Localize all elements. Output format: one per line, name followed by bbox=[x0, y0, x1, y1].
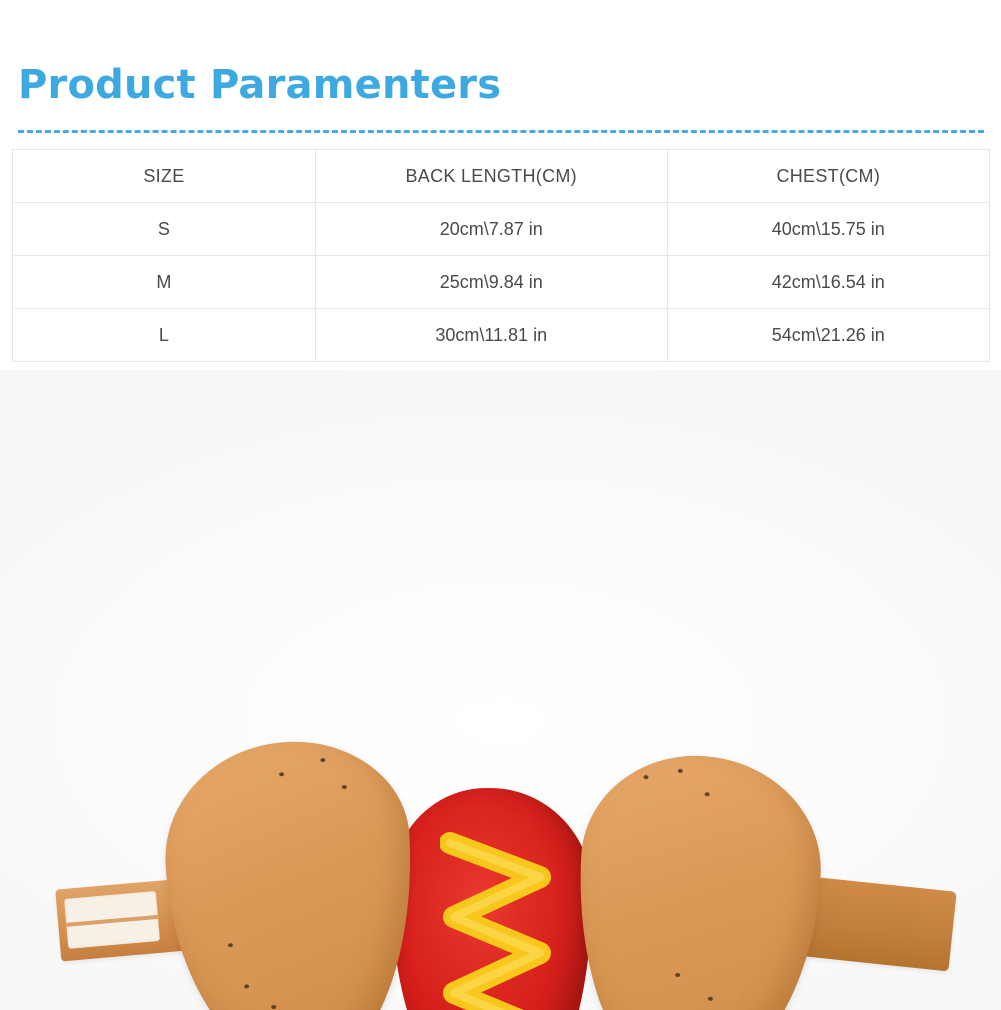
table-row bbox=[13, 309, 990, 362]
size-chart-table bbox=[12, 149, 990, 362]
page-title: Product Paramenters bbox=[18, 62, 502, 108]
mustard-zigzag-icon bbox=[440, 825, 560, 1010]
cell-chest: 54cm\21.26 in bbox=[667, 309, 989, 362]
title-divider bbox=[18, 130, 984, 133]
column-header-chest: CHEST(CM) bbox=[667, 150, 989, 203]
cell-size: L bbox=[13, 309, 316, 362]
cell-chest: 42cm\16.54 in bbox=[667, 256, 989, 309]
table-header-row bbox=[13, 150, 990, 203]
cell-size: S bbox=[13, 203, 316, 256]
cell-size: M bbox=[13, 256, 316, 309]
table-row bbox=[13, 256, 990, 309]
column-header-back-length: BACK LENGTH(CM) bbox=[315, 150, 667, 203]
cell-back-length: 25cm\9.84 in bbox=[315, 256, 667, 309]
cell-chest: 40cm\15.75 in bbox=[667, 203, 989, 256]
column-header-size: SIZE bbox=[13, 150, 316, 203]
cell-back-length: 30cm\11.81 in bbox=[315, 309, 667, 362]
velcro-patch-left bbox=[64, 891, 160, 949]
table-row bbox=[13, 203, 990, 256]
size-table-wrapper bbox=[12, 149, 990, 362]
title-block bbox=[0, 0, 1001, 108]
cell-back-length: 20cm\7.87 in bbox=[315, 203, 667, 256]
product-photo bbox=[0, 370, 1001, 1010]
